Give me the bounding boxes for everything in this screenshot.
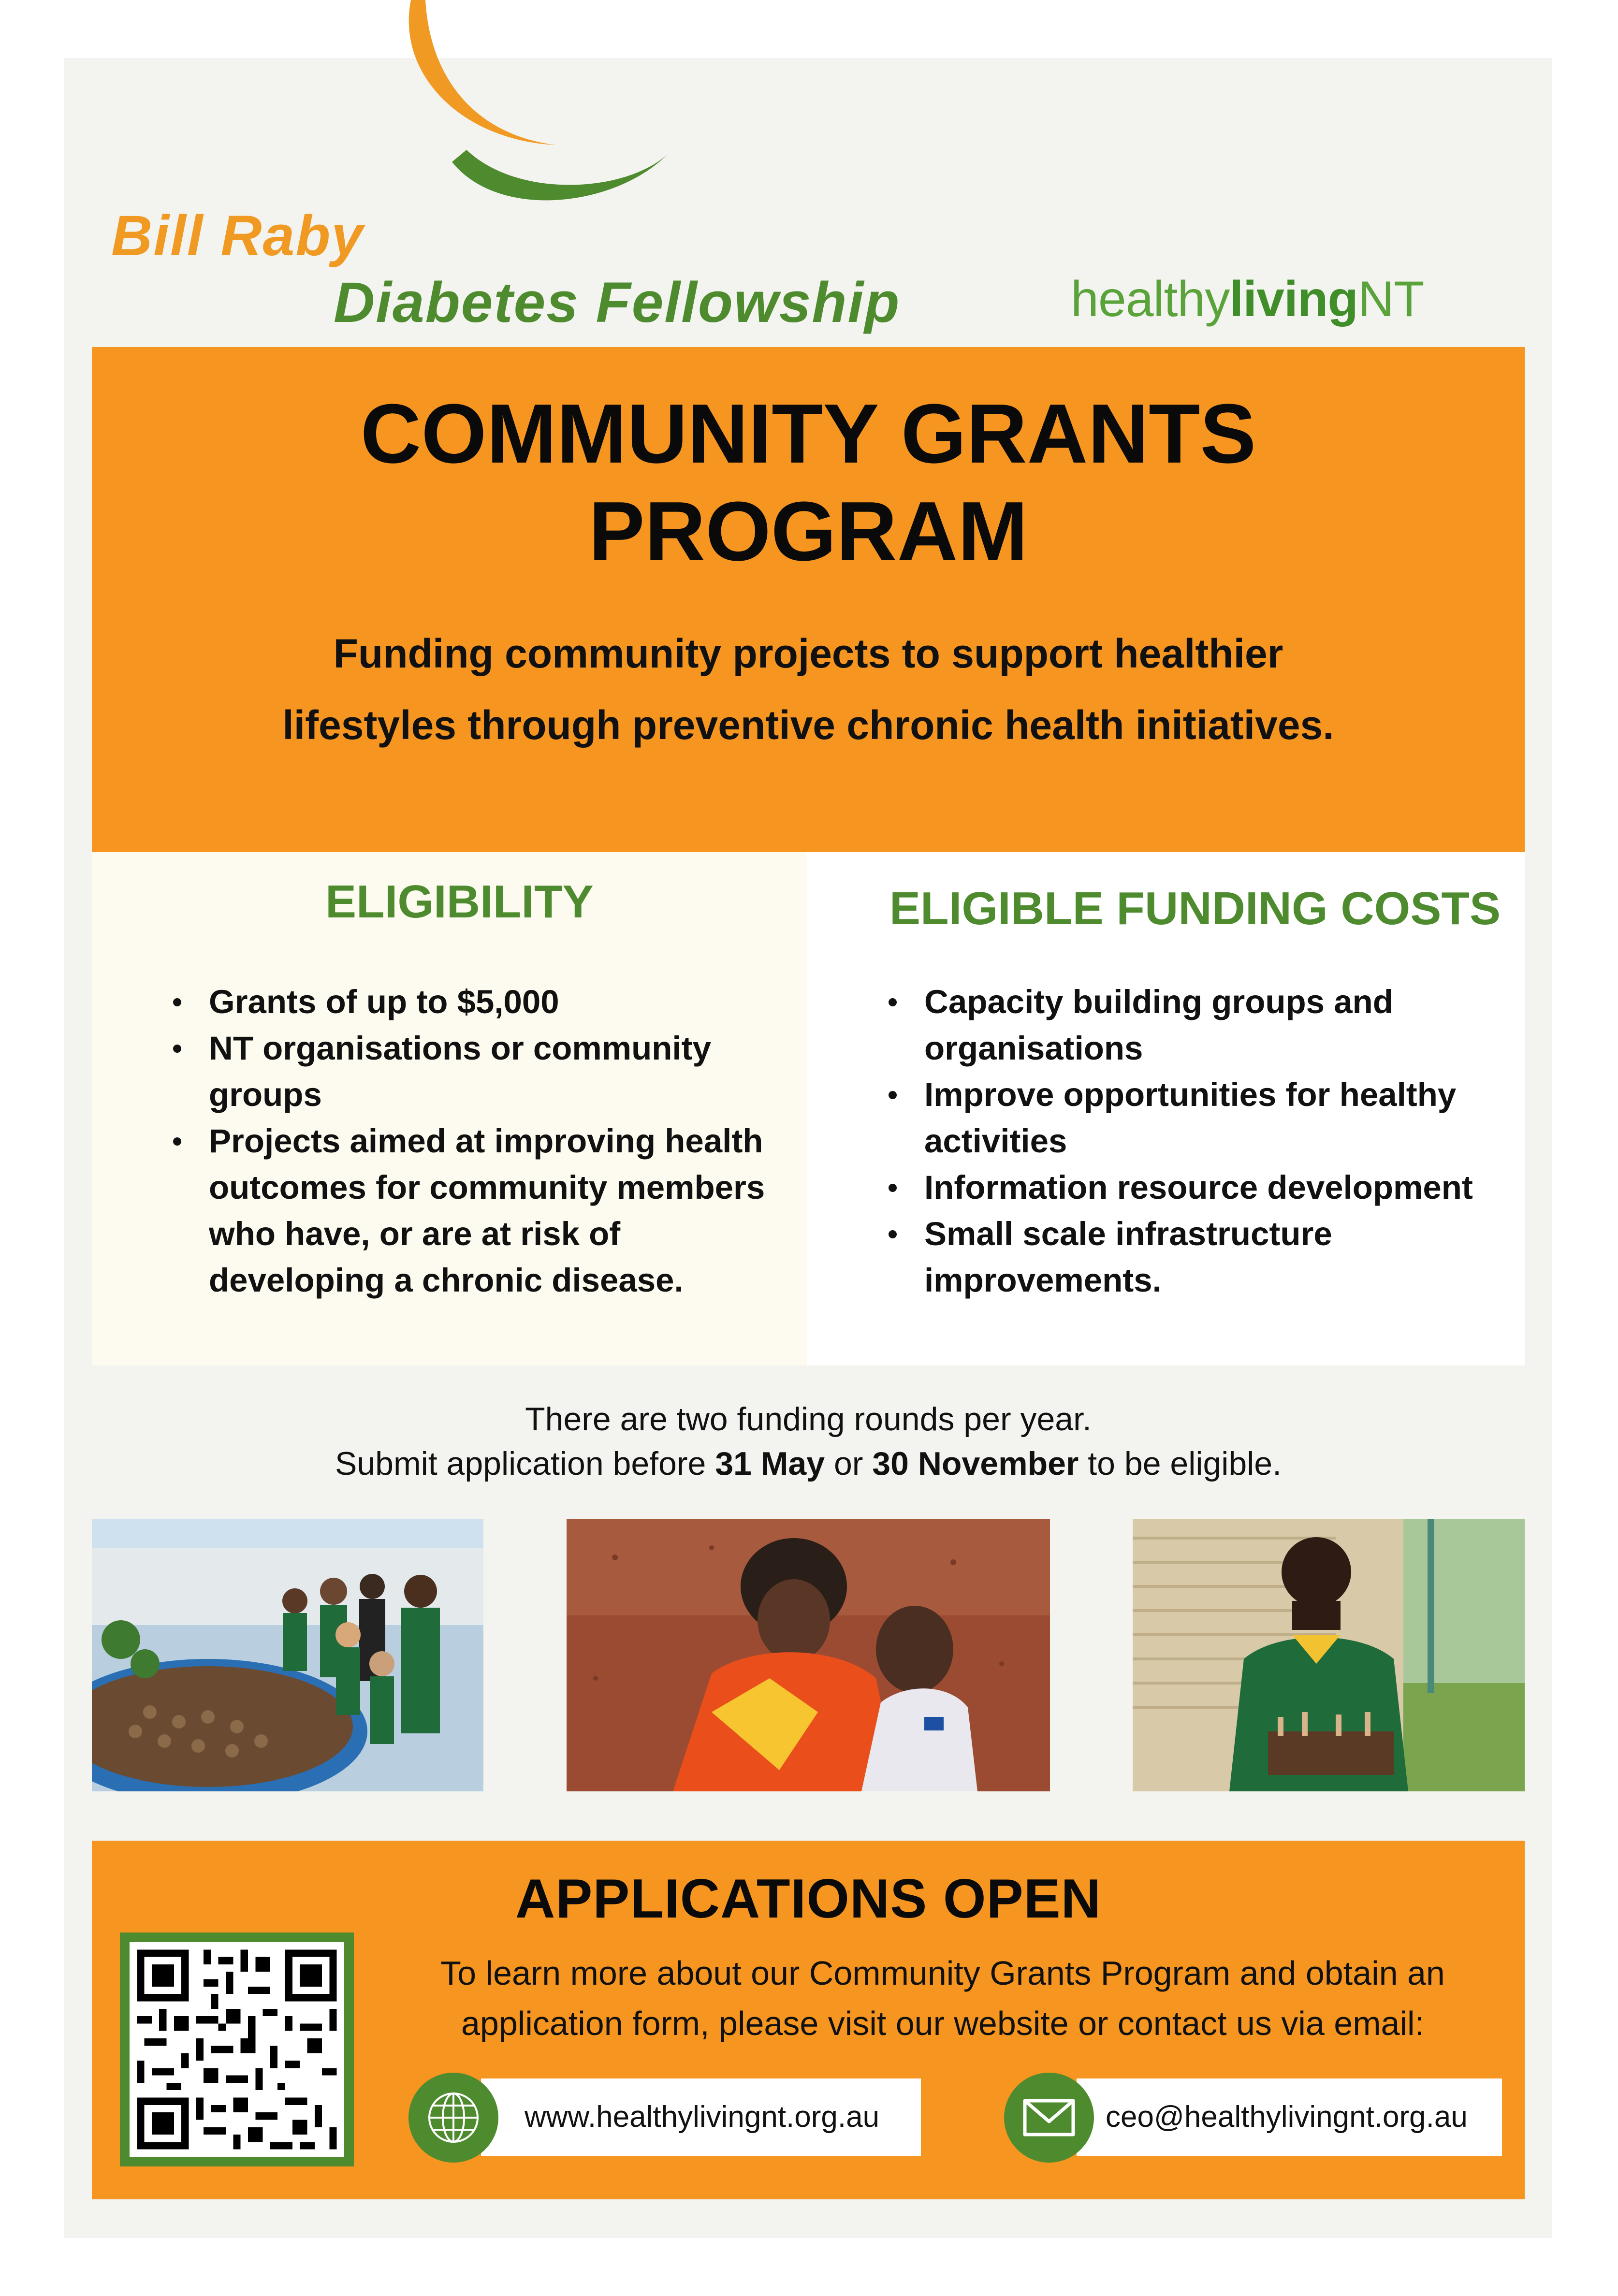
rounds-text: to be eligible. — [1079, 1445, 1282, 1482]
qr-code-icon — [130, 1942, 344, 2157]
page-title — [92, 385, 1525, 580]
website-link[interactable]: www.healthylivingnt.org.au — [481, 2078, 921, 2156]
bill-raby-logo — [106, 0, 996, 338]
hero-subtitle — [92, 618, 1525, 761]
envelope-icon-circle — [1004, 2073, 1094, 2163]
email-link[interactable]: ceo@healthylivingnt.org.au — [1077, 2078, 1502, 2156]
funding-costs-section — [807, 852, 1525, 1366]
applications-section — [92, 1841, 1525, 2199]
globe-icon — [424, 2089, 482, 2147]
applications-title: APPLICATIONS OPEN — [515, 1868, 1101, 1930]
list-item: Projects aimed at improving health outcomes for community members who have, or are at risk of developing a chronic disease. — [169, 1118, 788, 1304]
rounds-text: or — [825, 1445, 873, 1482]
logo-line-1: Bill Raby — [111, 204, 364, 268]
eligibility-list — [169, 979, 788, 1304]
date-november: 30 November — [872, 1445, 1079, 1482]
logo-bold: living — [1229, 271, 1358, 327]
healthy-living-nt-logo — [1071, 271, 1424, 328]
envelope-icon — [1020, 2089, 1078, 2147]
title-line-2: PROGRAM — [588, 484, 1028, 578]
info-line-2: application form, please visit our website or contact us via email: — [461, 2005, 1425, 2042]
hero-banner — [92, 347, 1525, 852]
rounds-line-1: There are two funding rounds per year. — [525, 1401, 1092, 1438]
list-item: Capacity building groups and organisations — [885, 979, 1508, 1072]
photo-woman-and-child — [567, 1519, 1050, 1791]
title-line-1: COMMUNITY GRANTS — [360, 386, 1256, 480]
info-line-1: To learn more about our Community Grants Program and obtain an — [440, 1954, 1445, 1992]
list-item: Grants of up to $5,000 — [169, 979, 788, 1025]
photo-school-garden — [92, 1519, 483, 1791]
applications-info — [401, 1948, 1484, 2049]
email-contact[interactable] — [1004, 2073, 1516, 2163]
list-item: Small scale infrastructure improvements. — [885, 1211, 1508, 1304]
logo-suffix: NT — [1357, 271, 1424, 327]
list-item: Improve opportunities for healthy activities — [885, 1072, 1508, 1164]
subtitle-line-2: lifestyles through preventive chronic health initiatives. — [282, 702, 1334, 748]
logo-line-2: Diabetes Fellowship — [334, 271, 901, 334]
eligibility-title: ELIGIBILITY — [325, 876, 594, 928]
funding-costs-list — [885, 979, 1508, 1304]
logo-arcs-icon — [300, 0, 696, 222]
date-may: 31 May — [715, 1445, 825, 1482]
funding-rounds-text — [92, 1397, 1525, 1486]
funding-costs-title: ELIGIBLE FUNDING COSTS — [889, 883, 1501, 934]
list-item: Information resource development — [885, 1164, 1508, 1211]
rounds-text: Submit application before — [335, 1445, 715, 1482]
photo-boy-with-pots — [1133, 1519, 1525, 1791]
globe-icon-circle — [408, 2073, 498, 2163]
eligibility-section — [92, 852, 807, 1366]
rounds-line-2 — [92, 1441, 1525, 1486]
logo-prefix: healthy — [1071, 271, 1230, 327]
website-contact[interactable] — [408, 2073, 921, 2163]
qr-code[interactable] — [120, 1933, 354, 2166]
list-item: NT organisations or community groups — [169, 1025, 788, 1118]
subtitle-line-1: Funding community projects to support healthier — [333, 631, 1283, 676]
